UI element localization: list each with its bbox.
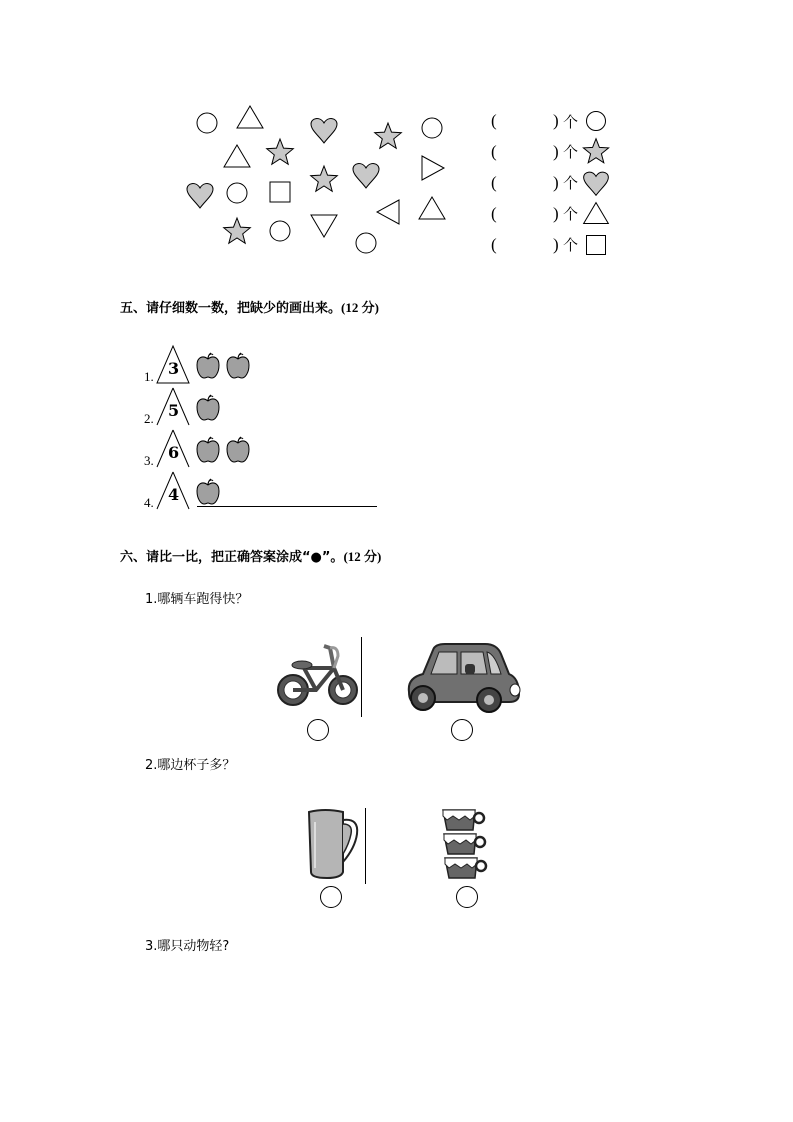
square-icon	[587, 235, 606, 254]
number-item	[140, 343, 400, 383]
open-paren: (	[491, 203, 497, 223]
triangle-right-icon	[422, 156, 444, 180]
star-icon	[224, 218, 251, 243]
apple-icon	[225, 352, 251, 380]
answer-circle-bicycle[interactable]	[307, 719, 329, 741]
close-paren: )	[553, 172, 559, 192]
count-answer-row	[491, 136, 609, 167]
triangle-up-icon	[419, 197, 445, 219]
circle-icon	[587, 112, 606, 131]
bicycle-image	[276, 640, 360, 710]
car-image	[405, 640, 521, 716]
unit-label: 个	[563, 205, 579, 223]
count-answer-row	[491, 229, 609, 260]
number-item	[140, 469, 400, 509]
triangle-up-icon	[237, 106, 263, 128]
star-icon	[311, 166, 338, 191]
count-answer-row	[491, 198, 609, 229]
count-answer-row	[491, 167, 609, 198]
unit-label: 个	[563, 174, 579, 192]
section5-points: (12 分)	[341, 300, 379, 315]
circle-icon	[270, 221, 290, 241]
item-number: 2.	[144, 411, 154, 426]
item-number: 3.	[144, 453, 154, 468]
circle-icon	[227, 183, 247, 203]
circle-icon	[422, 118, 442, 138]
heart-icon	[584, 172, 609, 195]
open-paren: (	[491, 111, 497, 130]
star-icon	[583, 138, 608, 162]
triangle-up-icon	[224, 145, 250, 167]
unit-label: 个	[563, 236, 579, 254]
count-answer-list	[491, 106, 609, 260]
open-paren: (	[491, 141, 497, 161]
mug-image	[305, 808, 363, 880]
shape-scatter-svg	[0, 0, 793, 270]
triangle-number: 4	[168, 485, 180, 504]
triangle-number: 5	[168, 401, 180, 420]
number-item	[140, 385, 400, 425]
triangle-up-icon	[584, 202, 609, 223]
section6-heading	[120, 546, 381, 565]
answer-circle-mug[interactable]	[320, 886, 342, 908]
square-icon	[270, 182, 290, 202]
apple-icon	[195, 436, 221, 464]
circle-icon	[197, 113, 217, 133]
divider-line	[365, 808, 366, 884]
heart-icon	[353, 164, 379, 188]
count-answer-row	[491, 106, 609, 136]
section5-title: 五、请仔细数一数，把缺少的画出来。	[120, 301, 342, 316]
close-paren: )	[553, 111, 559, 130]
section6-points: (12 分)	[343, 549, 382, 564]
circle-icon	[356, 233, 376, 253]
unit-label: 个	[563, 143, 579, 161]
number-item	[140, 427, 400, 467]
close-paren: )	[553, 141, 559, 161]
answer-line[interactable]	[197, 506, 377, 507]
divider-line	[361, 637, 362, 717]
shape-scatter	[0, 0, 793, 270]
star-icon	[267, 139, 294, 164]
stacked-cups-image	[441, 808, 489, 884]
heart-icon	[187, 184, 213, 208]
unit-label: 个	[563, 112, 579, 131]
star-icon	[375, 123, 402, 148]
question-2: 2.哪边杯子多？	[145, 758, 236, 773]
open-paren: (	[491, 234, 497, 254]
apple-icon	[195, 394, 221, 422]
item-number: 4.	[144, 495, 154, 510]
triangle-left-icon	[377, 200, 399, 224]
apple-icon	[195, 352, 221, 380]
section6-title: 六、请比一比，把正确答案涂成“●”。	[120, 550, 344, 565]
triangle-down-icon	[311, 215, 337, 237]
close-paren: )	[553, 234, 559, 254]
section5-heading	[120, 297, 379, 316]
item-number: 1.	[144, 369, 154, 384]
open-paren: (	[491, 172, 497, 192]
answer-circle-car[interactable]	[451, 719, 473, 741]
apple-icon	[195, 478, 221, 506]
heart-icon	[311, 119, 337, 143]
question-3: 3.哪只动物轻?	[145, 939, 230, 954]
answer-circle-cups[interactable]	[456, 886, 478, 908]
apple-icon	[225, 436, 251, 464]
close-paren: )	[553, 203, 559, 223]
triangle-number: 3	[168, 359, 180, 378]
question-1: 1.哪辆车跑得快？	[145, 592, 249, 607]
triangle-number: 6	[168, 443, 180, 462]
